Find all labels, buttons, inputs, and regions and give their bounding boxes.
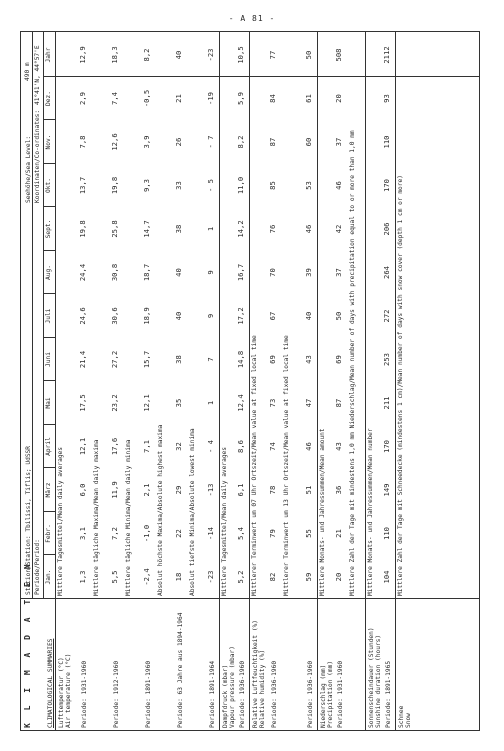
- table-cell: 42: [334, 224, 343, 234]
- parameter-label: Niederschlag (mm) Precipitation (mm): [320, 660, 334, 728]
- table-cell: 7: [206, 357, 215, 362]
- data-group-divider: [365, 31, 366, 599]
- table-cell: 170: [382, 440, 391, 453]
- table-cell: 87: [268, 137, 277, 147]
- table-cell: -1,0: [142, 524, 151, 543]
- table-cell: 26: [174, 137, 183, 147]
- table-cell: 20: [334, 572, 343, 582]
- table-cell: 272: [382, 309, 391, 323]
- table-cell: 12,6: [110, 133, 119, 151]
- table-cell: 1,3: [78, 570, 87, 584]
- data-group-divider: [249, 31, 250, 599]
- row-description: Mittlere Zahl der Tage mit Schneedecke (mindestens 1 cm)/Mean number of days with snow cover (depth 1 cm or more): [397, 175, 404, 596]
- table-cell: 508: [334, 48, 343, 62]
- month-header: Mai: [45, 397, 52, 409]
- table-cell: 11,9: [110, 481, 119, 499]
- table-cell: 76: [268, 224, 277, 234]
- row-description: Mittlere Monats- und Jahressummen/Mean number: [367, 428, 374, 596]
- table-cell: 7,1: [142, 440, 151, 453]
- table-cell: 18,9: [142, 307, 151, 325]
- table-cell: 5,4: [236, 527, 245, 540]
- period-label: Periode: 1912-1960: [113, 660, 120, 728]
- table-cell: 11,0: [236, 176, 245, 195]
- table-cell: 84: [268, 94, 277, 103]
- parameter-label: Schnee Snow: [398, 705, 412, 728]
- year-column-divider: [43, 76, 480, 77]
- table-cell: 35: [174, 398, 183, 408]
- table-cell: 50: [304, 50, 313, 60]
- table-cell: 51: [304, 485, 313, 495]
- table-cell: 211: [382, 396, 391, 410]
- month-header: Nov.: [45, 134, 52, 150]
- row-description: Mittlere tägliche Maxima/Mean daily maxima: [93, 439, 100, 596]
- group-divider: [395, 599, 396, 731]
- table-cell: 253: [382, 353, 391, 366]
- table-cell: 23,2: [110, 394, 119, 412]
- table-cell: 16,7: [236, 263, 245, 282]
- table-cell: 87: [334, 398, 343, 408]
- coordinates-label: Koordinaten/Co-ordinates:: [34, 109, 41, 203]
- table-cell: 7,4: [110, 92, 119, 105]
- table-cell: 24,6: [78, 307, 87, 325]
- group-divider: [249, 599, 250, 731]
- period-label: Periode: 1891-1965: [385, 660, 392, 728]
- table-cell: 8,2: [236, 135, 245, 149]
- table-cell: 38: [174, 355, 183, 364]
- period-label: Periode: 1931-1960: [81, 660, 88, 728]
- row-description: Mittlere Monats- und Jahressummen/Mean amount: [319, 428, 326, 596]
- table-cell: 12,9: [78, 46, 87, 64]
- table-cell: 2112: [382, 46, 391, 64]
- station-divider: [32, 31, 33, 599]
- table-cell: 2,9: [78, 92, 87, 105]
- table-cell: 53: [304, 181, 313, 190]
- row-description: Absolut höchste Maxima/Absolute highest maxima: [157, 424, 164, 596]
- table-cell: 1: [206, 226, 215, 232]
- table-cell: 149: [382, 483, 391, 497]
- row-description: Mittlere Zahl der Tage mit mindestens 1,0 mm Niederschlag/Mean number of days with precipitation equal to or more than 1,0 mm: [349, 130, 356, 596]
- table-cell: 12,4: [236, 394, 245, 412]
- data-group-divider: [219, 31, 220, 599]
- table-cell: 170: [382, 179, 391, 192]
- table-cell: 13,7: [78, 176, 87, 195]
- table-cell: 39: [304, 268, 313, 277]
- table-cell: - 7: [206, 135, 215, 149]
- table-cell: 43: [334, 442, 343, 451]
- table-cell: 74: [268, 442, 277, 451]
- table-cell: 104: [382, 570, 391, 584]
- group-divider: [219, 599, 220, 731]
- table-cell: 40: [174, 50, 183, 60]
- month-header-line: [43, 31, 44, 599]
- table-cell: 19,8: [78, 220, 87, 238]
- table-cell: 17,5: [78, 394, 87, 412]
- table-cell: 50: [334, 311, 343, 321]
- row-description: Mittlere tägliche Minima/Mean daily minima: [125, 439, 132, 596]
- table-cell: 21: [334, 529, 343, 538]
- period-label: Periode: 1936-1960: [307, 660, 314, 728]
- table-cell: -23: [206, 570, 215, 584]
- table-cell: 38: [174, 224, 183, 234]
- table-cell: 17,2: [236, 307, 245, 325]
- table-cell: 18,3: [110, 46, 119, 64]
- table-cell: 18: [174, 572, 183, 582]
- table-cell: 29: [174, 485, 183, 495]
- table-cell: 46: [304, 224, 313, 234]
- period-label: Periode: 1931-1960: [337, 660, 344, 728]
- table-cell: 37: [334, 268, 343, 277]
- table-cell: 1: [206, 400, 215, 406]
- table-cell: 21: [174, 94, 183, 103]
- parameter-label: Dampfdruck (mbar) Vapour pressure (mbar): [222, 646, 236, 728]
- table-cell: 14,8: [236, 350, 245, 369]
- table-cell: 15,7: [142, 350, 151, 369]
- table-cell: 27,2: [110, 350, 119, 369]
- group-divider: [365, 599, 366, 731]
- table-cell: -0,5: [142, 89, 151, 108]
- table-cell: 18,7: [142, 263, 151, 282]
- page-number: - A 81 -: [228, 14, 276, 23]
- row-description: Mittlere Tagesmittel/Mean daily averages: [221, 446, 228, 596]
- table-cell: 69: [334, 355, 343, 364]
- table-cell: 5,5: [110, 570, 119, 584]
- period-label: Periode: 63 Jahre aus 1894-1964: [177, 612, 184, 728]
- group-divider: [317, 599, 318, 731]
- month-header: Jan.: [45, 569, 52, 585]
- table-cell: 33: [174, 181, 183, 190]
- period-label: Periode/Period:: [34, 539, 41, 595]
- table-cell: 37: [334, 137, 343, 147]
- sea-level-value: 490 m: [24, 62, 31, 81]
- table-cell: 19,8: [110, 176, 119, 195]
- table-cell: 46: [334, 181, 343, 190]
- table-cell: 73: [268, 398, 277, 408]
- data-group-divider: [395, 31, 396, 599]
- table-cell: - 5: [206, 179, 215, 192]
- coordinates-value: 41°41'N, 44°57'E: [34, 45, 41, 105]
- table-subtitle: CLIMATOLOGICAL SUMMARIES: [47, 638, 54, 728]
- table-cell: - 4: [206, 440, 215, 453]
- station-name: Station/Station: Tbilissi, Tiflis; UdSSR: [25, 445, 32, 595]
- table-cell: 21,4: [78, 350, 87, 369]
- parameter-label: Relative Luftfeuchtigkeit (%) Relative humidity (%): [252, 619, 266, 728]
- month-header: Juli: [45, 308, 52, 324]
- table-cell: 264: [382, 266, 391, 279]
- table-cell: 12,1: [142, 394, 151, 412]
- parameter-label: Lufttemperatur (°C) Air temperature (°C): [58, 653, 72, 728]
- table-cell: -19: [206, 92, 215, 105]
- period-label: Periode: 1936-1960: [239, 660, 246, 728]
- table-cell: 85: [268, 181, 277, 190]
- month-header: Aug.: [45, 265, 52, 280]
- table-cell: 82: [268, 572, 277, 582]
- table-cell: 2,1: [142, 483, 151, 497]
- climate-table: [20, 31, 480, 731]
- table-cell: 78: [268, 485, 277, 495]
- table-cell: 69: [268, 355, 277, 364]
- month-header: Sept.: [45, 219, 52, 239]
- table-cell: 9: [206, 270, 215, 275]
- table-cell: 55: [304, 529, 313, 538]
- table-cell: 6,1: [236, 483, 245, 497]
- table-cell: 9,3: [142, 179, 151, 192]
- table-cell: 8,6: [236, 440, 245, 453]
- sea-level-label: Seehöhe/Sea Level:: [25, 135, 32, 203]
- table-cell: 30,6: [110, 307, 119, 325]
- period-label: Periode: 1891-1960: [145, 660, 152, 728]
- table-cell: 79: [268, 529, 277, 538]
- month-header: Jahr: [45, 47, 52, 63]
- table-cell: 7,8: [78, 135, 87, 149]
- table-cell: 40: [304, 311, 313, 321]
- table-cell: 30,8: [110, 263, 119, 282]
- table-cell: 110: [382, 135, 391, 149]
- left-column-divider: [20, 598, 480, 599]
- month-header: Dez.: [45, 91, 52, 106]
- table-cell: 10,5: [236, 46, 245, 64]
- table-cell: -13: [206, 483, 215, 497]
- table-cell: 9: [206, 313, 215, 319]
- month-header: Okt.: [45, 178, 52, 193]
- table-cell: 20: [334, 94, 343, 103]
- table-cell: 93: [382, 94, 391, 103]
- table-cell: -14: [206, 527, 215, 540]
- table-cell: 25,8: [110, 220, 119, 238]
- table-cell: 8,2: [142, 48, 151, 62]
- month-header: März: [45, 482, 52, 498]
- table-cell: 17,6: [110, 437, 119, 456]
- month-header: Febr.: [45, 524, 52, 543]
- table-cell: 43: [304, 355, 313, 364]
- table-cell: 67: [268, 311, 277, 321]
- row-description: Mittlere Tagesmittel/Mean daily averages: [57, 446, 64, 596]
- table-cell: 40: [174, 311, 183, 321]
- parameter-label: Sonnenscheindauer (Stunden) Sunshine duration (hours): [368, 627, 382, 728]
- row-description: Absolut tiefste Minima/Absolute lowest minima: [189, 428, 196, 596]
- table-cell: 60: [304, 137, 313, 147]
- table-cell: 40: [174, 268, 183, 277]
- table-title: K L I M A D A T E N: [23, 560, 32, 728]
- period-label: Periode: 1936-1960: [271, 660, 278, 728]
- table-cell: 59: [304, 572, 313, 582]
- table-cell: 206: [382, 222, 391, 236]
- month-header: Juni: [45, 352, 52, 367]
- table-cell: 32: [174, 442, 183, 451]
- table-cell: 24,4: [78, 263, 87, 282]
- row-description: Mittlerer Terminwert um 13 Uhr Ortszeit/Mean value at fixed local time: [283, 335, 290, 596]
- table-cell: -23: [206, 48, 215, 62]
- data-group-divider: [317, 31, 318, 599]
- table-cell: 110: [382, 527, 391, 540]
- table-cell: 61: [304, 94, 313, 103]
- table-cell: 47: [304, 398, 313, 408]
- table-cell: 5,9: [236, 92, 245, 105]
- table-cell: 14,2: [236, 220, 245, 238]
- table-cell: -2,4: [142, 568, 151, 586]
- table-cell: 70: [268, 268, 277, 277]
- table-cell: 7,2: [110, 527, 119, 540]
- month-header: April: [45, 437, 52, 456]
- period-label: Periode: 1891-1964: [209, 660, 216, 728]
- table-cell: 77: [268, 50, 277, 60]
- table-cell: 36: [334, 485, 343, 495]
- table-cell: 14,7: [142, 220, 151, 238]
- table-cell: 12,1: [78, 437, 87, 456]
- table-cell: 22: [174, 529, 183, 538]
- table-cell: 46: [304, 442, 313, 451]
- header-bottom-line: [55, 31, 56, 731]
- table-cell: 6,0: [78, 483, 87, 497]
- table-cell: 3,1: [78, 527, 87, 540]
- row-description: Mittlerer Terminwert um 07 Uhr Ortszeit/Mean value at fixed local time: [251, 335, 258, 596]
- table-cell: 3,9: [142, 135, 151, 149]
- table-cell: 5,2: [236, 570, 245, 584]
